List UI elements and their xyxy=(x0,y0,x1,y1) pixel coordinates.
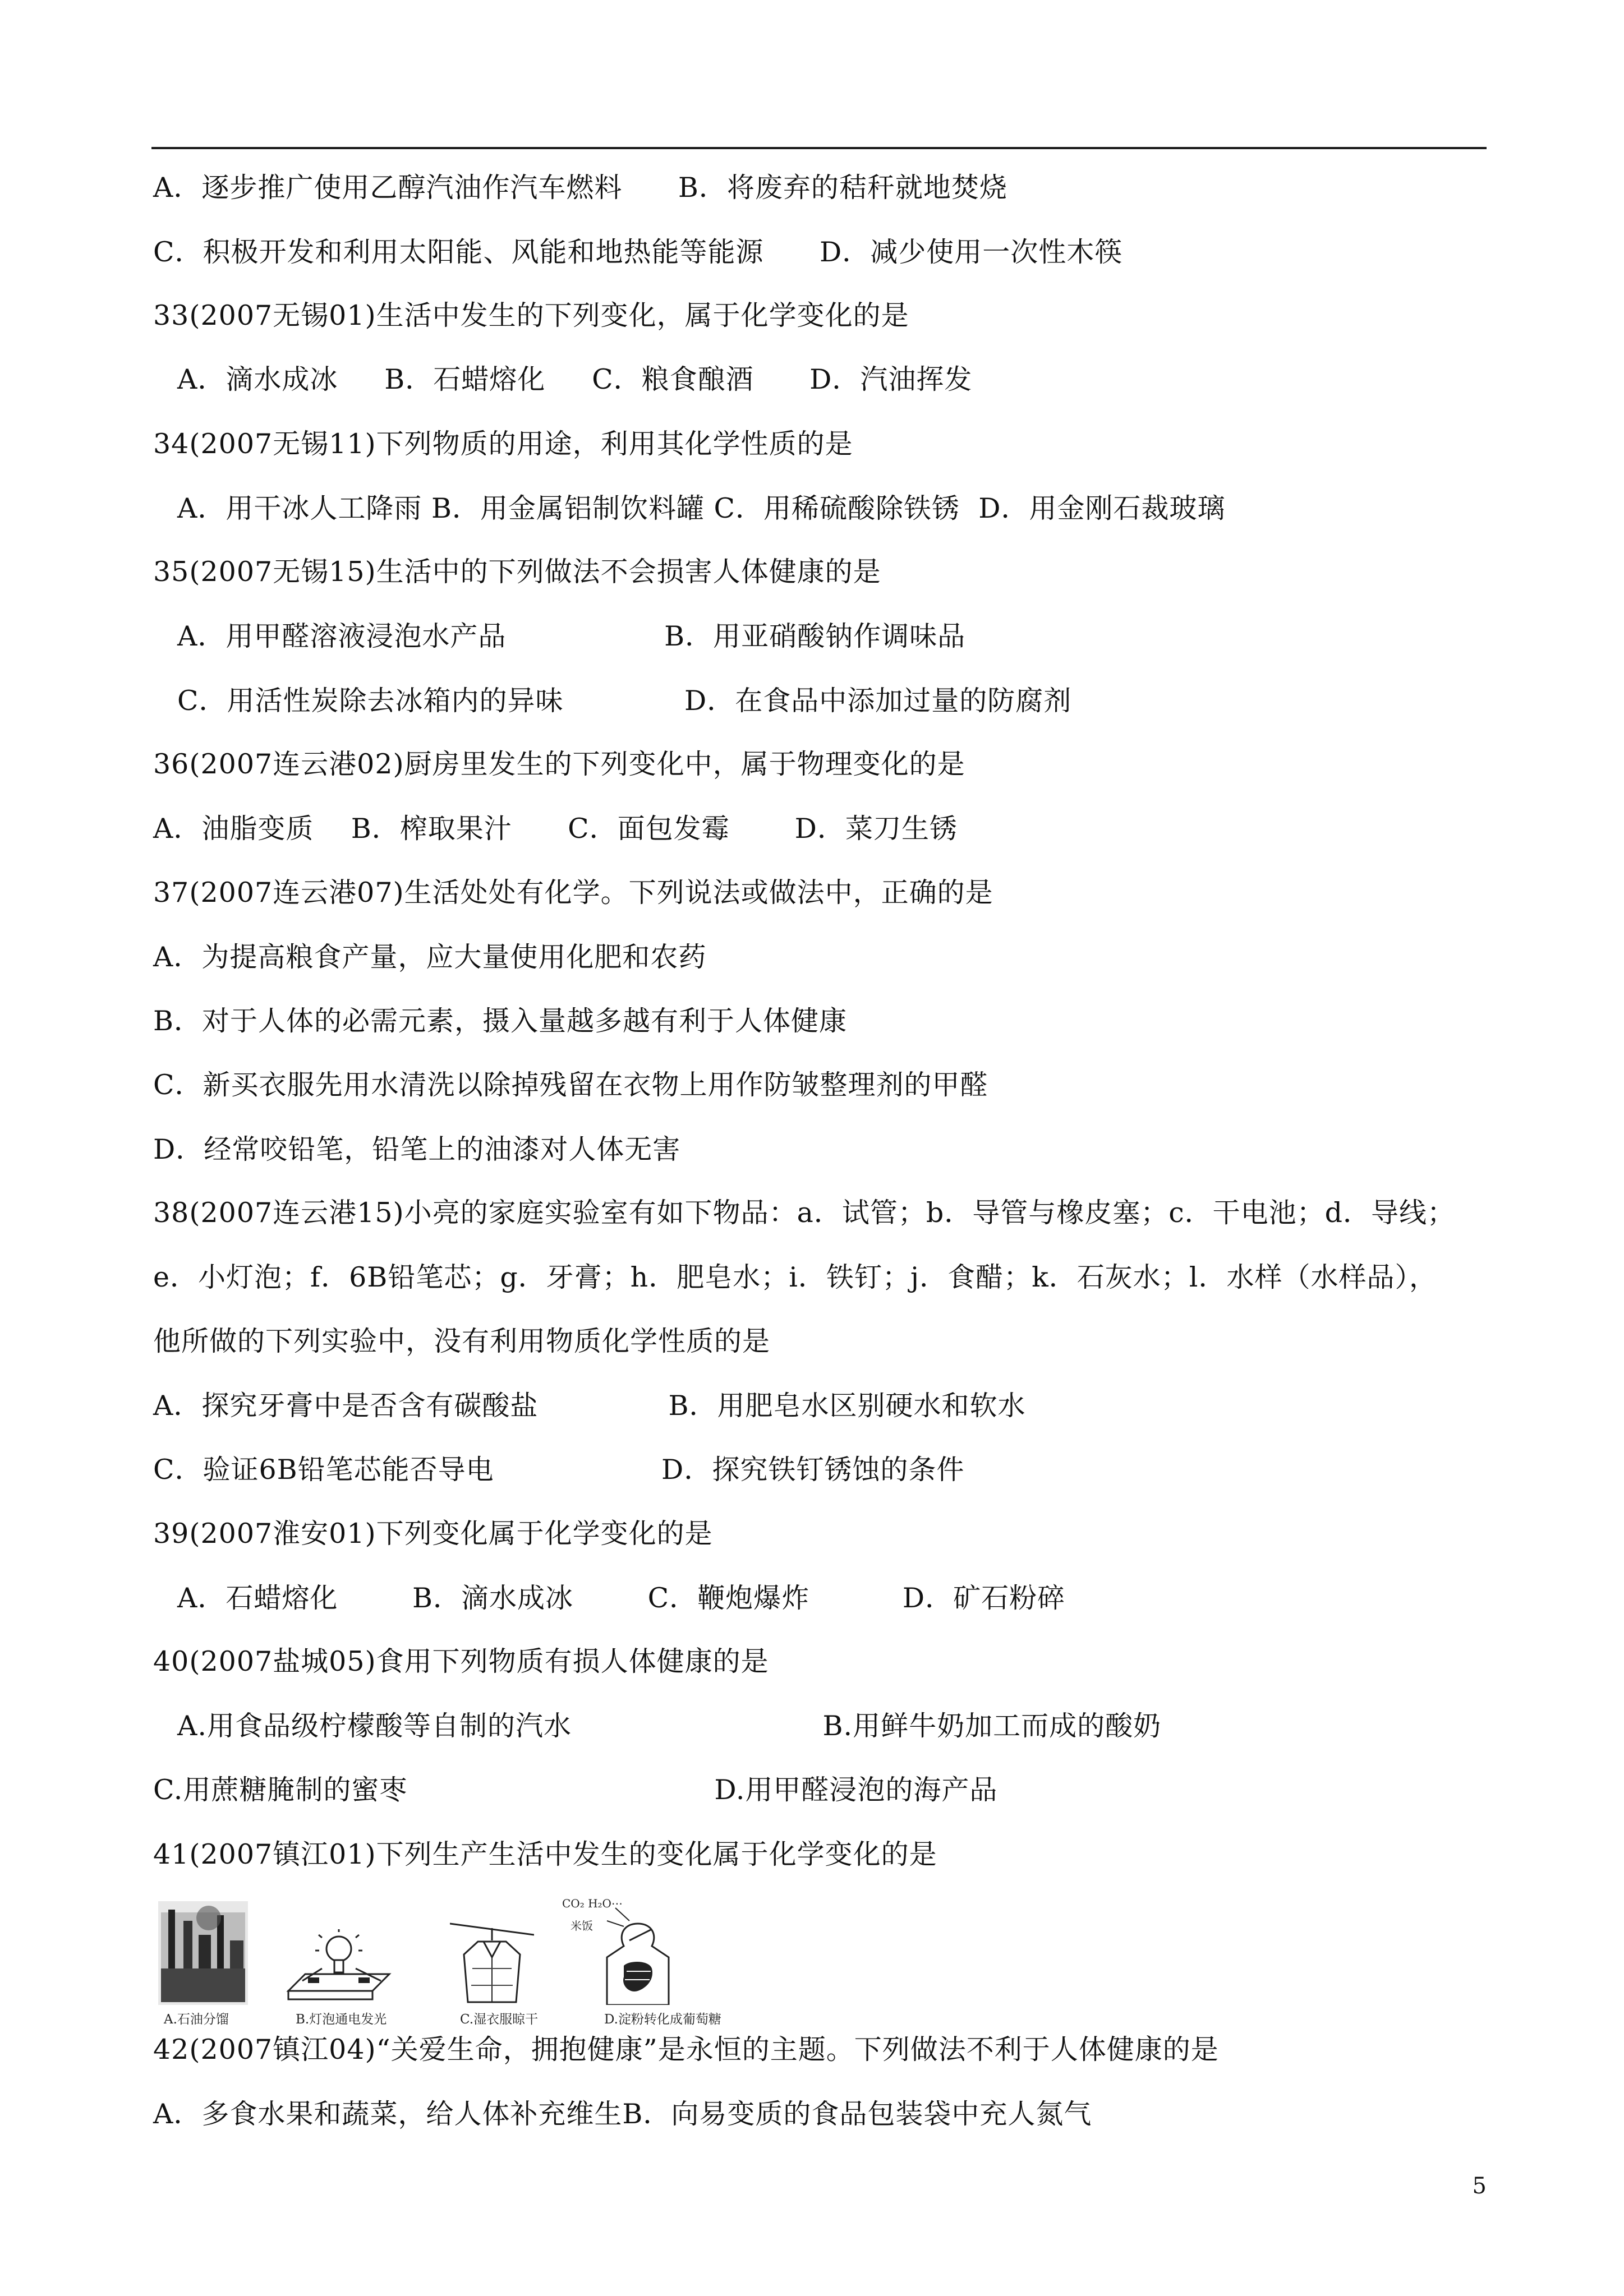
question-38-cont: 他所做的下列实验中，没有利用物质化学性质的是 xyxy=(153,1325,771,1357)
wet-clothes-icon xyxy=(450,1912,534,2005)
question-39: 39(2007淮安01)下列变化属于化学变化的是 xyxy=(153,1518,713,1550)
figure-d-label-mid: 米饭 xyxy=(571,1919,593,1933)
option-line: A．滴水成冰 B．石蜡熔化 C．粮食酿酒 D．汽油挥发 xyxy=(177,363,973,395)
figure-c-caption: C.湿衣服晾干 xyxy=(460,2012,539,2027)
option-line: D．经常咬铅笔，铅笔上的油漆对人体无害 xyxy=(153,1133,681,1165)
digestive-system-icon xyxy=(585,1901,691,2005)
option-line: C．用活性炭除去冰箱内的异味 D．在食品中添加过量的防腐剂 xyxy=(177,685,1072,717)
option-line: C．新买衣服先用水清洗以除掉残留在衣物上用作防皱整理剂的甲醛 xyxy=(153,1069,988,1101)
option-line: A.用食品级柠檬酸等自制的汽水 B.用鲜牛奶加工而成的酸奶 xyxy=(177,1710,1162,1742)
option-line: C．积极开发和利用太阳能、风能和地热能等能源 D．减少使用一次性木筷 xyxy=(153,236,1123,268)
option-line: A．探究牙膏中是否含有碳酸盐 B．用肥皂水区别硬水和软水 xyxy=(153,1390,1026,1422)
figure-d-caption: D.淀粉转化成葡萄糖 xyxy=(604,2012,721,2027)
option-line: A．用甲醛溶液浸泡水产品 B．用亚硝酸钠作调味品 xyxy=(177,620,966,652)
option-line: B．对于人体的必需元素，摄入量越多越有利于人体健康 xyxy=(153,1005,848,1037)
question-41: 41(2007镇江01)下列生产生活中发生的变化属于化学变化的是 xyxy=(153,1838,937,1870)
option-line: A．逐步推广使用乙醇汽油作汽车燃料 B．将废弃的秸秆就地焚烧 xyxy=(153,172,1007,204)
option-line: A．石蜡熔化 B．滴水成冰 C．鞭炮爆炸 D．矿石粉碎 xyxy=(177,1582,1066,1614)
header-rule xyxy=(151,147,1487,149)
option-line: A．用干冰人工降雨 B．用金属铝制饮料罐 C．用稀硫酸除铁锈 D．用金刚石裁玻璃 xyxy=(177,492,1226,524)
question-37: 37(2007连云港07)生活处处有化学。下列说法或做法中，正确的是 xyxy=(153,877,993,909)
option-line: A．油脂变质 B．榨取果汁 C．面包发霉 D．菜刀生锈 xyxy=(153,813,958,845)
figure-b-caption: B.灯泡通电发光 xyxy=(296,2012,387,2027)
question-33: 33(2007无锡01)生活中发生的下列变化，属于化学变化的是 xyxy=(153,299,909,331)
option-line: A．为提高粮食产量，应大量使用化肥和农药 xyxy=(153,941,707,973)
lightbulb-circuit-icon xyxy=(283,1929,395,2005)
question-36: 36(2007连云港02)厨房里发生的下列变化中，属于物理变化的是 xyxy=(153,748,965,780)
question-34: 34(2007无锡11)下列物质的用途，利用其化学性质的是 xyxy=(153,428,853,460)
question-42: 42(2007镇江04)“关爱生命，拥抱健康”是永恒的主题。下列做法不利于人体健康的是 xyxy=(153,2034,1219,2066)
question-38: 38(2007连云港15)小亮的家庭实验室有如下物品：a．试管；b．导管与橡皮塞；c．干电池；d．导线； xyxy=(153,1197,1456,1229)
option-line: A．多食水果和蔬菜，给人体补充维生B．向易变质的食品包装袋中充人氮气 xyxy=(153,2098,1092,2130)
figure-a-caption: A.石油分馏 xyxy=(164,2012,229,2027)
question-38-cont: e．小灯泡；f．6B铅笔芯；g．牙膏；h．肥皂水；i．铁钉；j．食醋；k．石灰水；l．水样（水样品）， xyxy=(153,1261,1437,1293)
question-41-figures xyxy=(158,1897,721,2030)
option-line: C.用蔗糖腌制的蜜枣 D.用甲醛浸泡的海产品 xyxy=(153,1774,998,1806)
question-35: 35(2007无锡15)生活中的下列做法不会损害人体健康的是 xyxy=(153,556,881,588)
figure-d-label-top: CO₂ H₂O⋯ xyxy=(562,1897,623,1910)
option-line: C．验证6B铅笔芯能否导电 D．探究铁钉锈蚀的条件 xyxy=(153,1454,965,1486)
oil-refinery-image xyxy=(158,1901,248,2005)
question-40: 40(2007盐城05)食用下列物质有损人体健康的是 xyxy=(153,1645,769,1677)
page-number: 5 xyxy=(1472,2173,1487,2199)
